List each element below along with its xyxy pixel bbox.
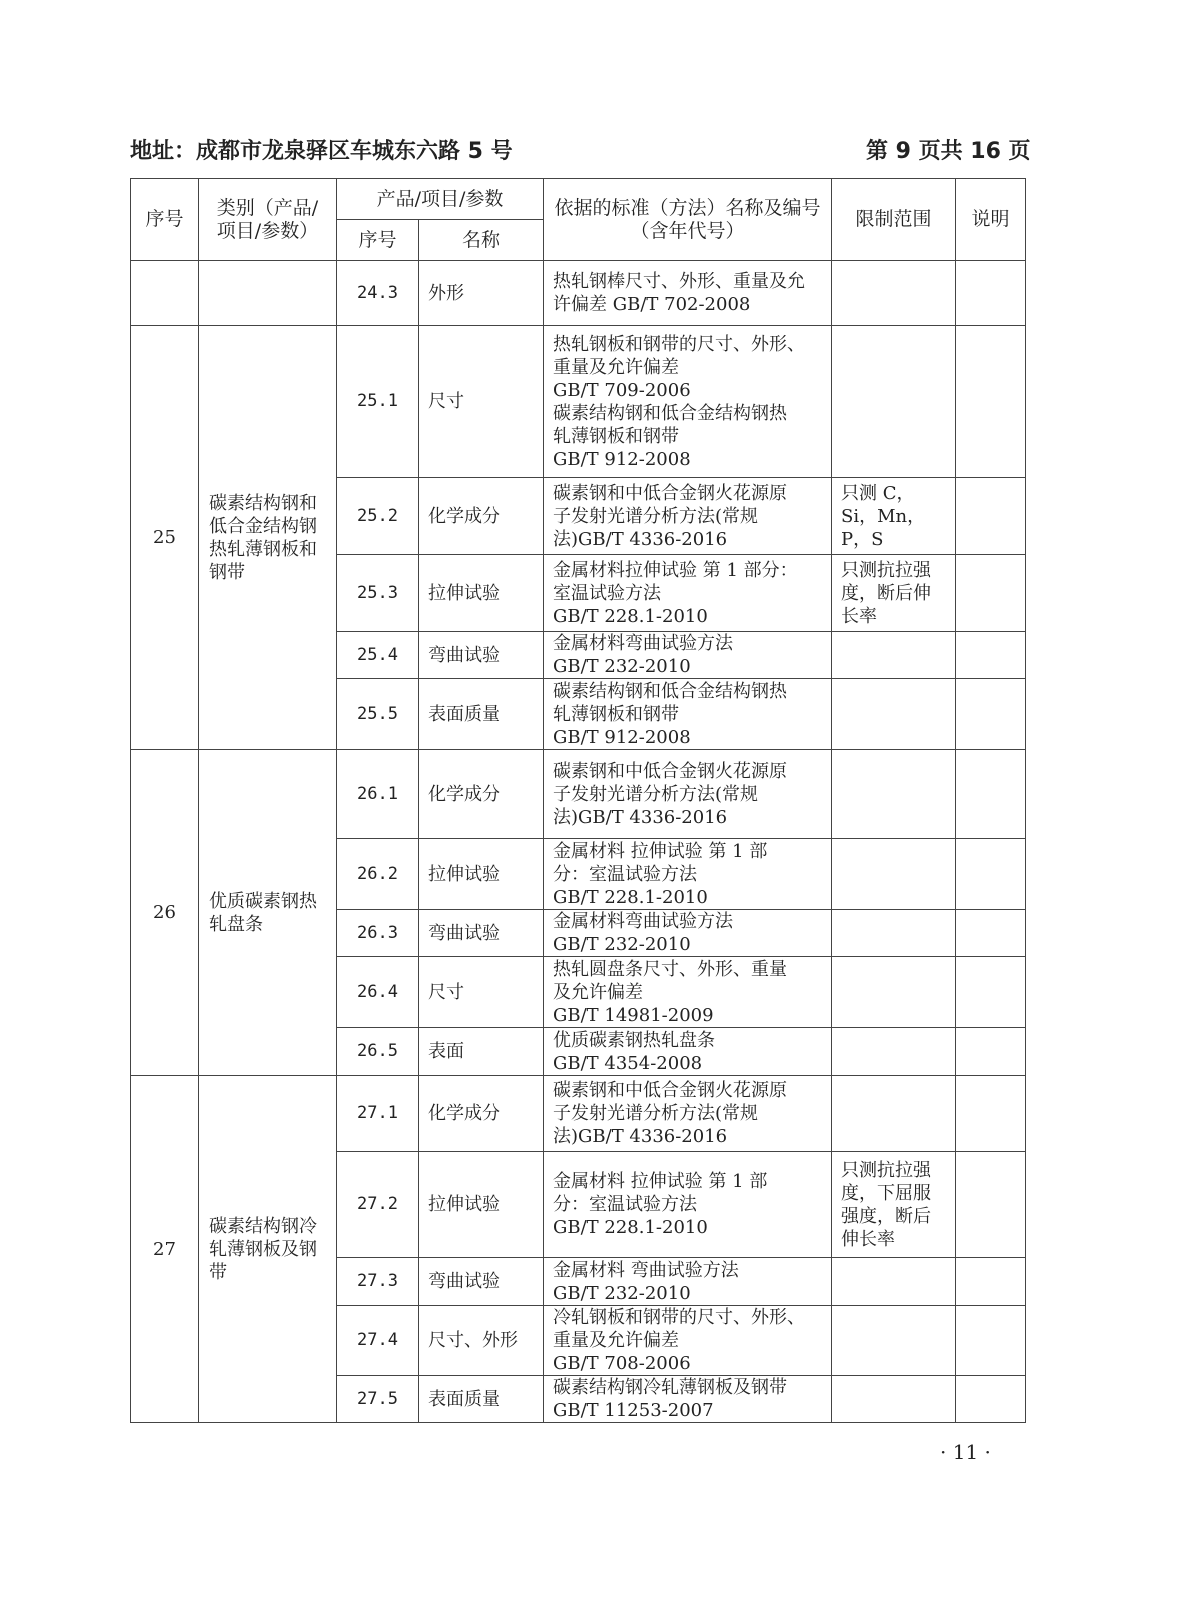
- address-header: 地址：成都市龙泉驿区车城东六路 5 号: [130, 139, 513, 164]
- cell-note: [956, 261, 1026, 326]
- cell-limit: [832, 910, 956, 957]
- cell-category: 优质碳素钢热轧盘条: [199, 750, 337, 1076]
- cell-standard: 金属材料 弯曲试验方法 GB/T 232-2010: [544, 1258, 832, 1306]
- cell-item-name: 表面质量: [419, 679, 544, 750]
- cell-note: [956, 750, 1026, 839]
- cell-item-seq: 27.1: [337, 1076, 419, 1152]
- standards-table: [130, 178, 1026, 1423]
- cell-category: 碳素结构钢冷轧薄钢板及钢带: [199, 1076, 337, 1423]
- cell-item-seq: 26.3: [337, 910, 419, 957]
- cell-item-name: 外形: [419, 261, 544, 326]
- cell-item-seq: 26.5: [337, 1028, 419, 1076]
- cell-item-name: 尺寸: [419, 326, 544, 478]
- cell-note: [956, 679, 1026, 750]
- table-row: [131, 750, 1026, 839]
- cell-item-name: 拉伸试验: [419, 555, 544, 632]
- cell-category: 碳素结构钢和低合金结构钢热轧薄钢板和钢带: [199, 326, 337, 750]
- cell-note: [956, 1258, 1026, 1306]
- cell-note: [956, 632, 1026, 679]
- cell-standard: 碳素结构钢冷轧薄钢板及钢带 GB/T 11253-2007: [544, 1376, 832, 1423]
- header-seq: 序号: [131, 179, 199, 261]
- cell-note: [956, 910, 1026, 957]
- cell-standard: 碳素钢和中低合金钢火花源原 子发射光谱分析方法(常规 法)GB/T 4336-2016: [544, 478, 832, 555]
- cell-limit: [832, 632, 956, 679]
- cell-item-name: 拉伸试验: [419, 1152, 544, 1258]
- header-category: 类别（产品/项目/参数）: [199, 179, 337, 261]
- cell-standard: 热轧圆盘条尺寸、外形、重量 及允许偏差 GB/T 14981-2009: [544, 957, 832, 1028]
- cell-category: [199, 261, 337, 326]
- cell-item-name: 尺寸: [419, 957, 544, 1028]
- cell-standard: 金属材料弯曲试验方法 GB/T 232-2010: [544, 910, 832, 957]
- cell-limit: [832, 1306, 956, 1376]
- cell-item-name: 表面: [419, 1028, 544, 1076]
- page-number: · 11 ·: [940, 1440, 991, 1464]
- cell-note: [956, 1376, 1026, 1423]
- cell-item-name: 化学成分: [419, 478, 544, 555]
- cell-item-seq: 25.4: [337, 632, 419, 679]
- cell-standard: 金属材料 拉伸试验 第 1 部 分：室温试验方法 GB/T 228.1-2010: [544, 1152, 832, 1258]
- cell-item-seq: 27.2: [337, 1152, 419, 1258]
- cell-item-seq: 25.1: [337, 326, 419, 478]
- cell-limit: 只测抗拉强度，下屈服强度，断后伸长率: [832, 1152, 956, 1258]
- cell-standard: 金属材料 拉伸试验 第 1 部 分：室温试验方法 GB/T 228.1-2010: [544, 839, 832, 910]
- cell-item-seq: 27.5: [337, 1376, 419, 1423]
- cell-note: [956, 326, 1026, 478]
- cell-note: [956, 555, 1026, 632]
- cell-standard: 优质碳素钢热轧盘条 GB/T 4354-2008: [544, 1028, 832, 1076]
- cell-seq: 25: [131, 326, 199, 750]
- page-info: 第 9 页共 16 页: [866, 139, 1031, 164]
- cell-standard: 冷轧钢板和钢带的尺寸、外形、 重量及允许偏差 GB/T 708-2006: [544, 1306, 832, 1376]
- cell-item-seq: 27.4: [337, 1306, 419, 1376]
- cell-item-name: 化学成分: [419, 750, 544, 839]
- cell-note: [956, 478, 1026, 555]
- cell-note: [956, 1152, 1026, 1258]
- cell-item-seq: 27.3: [337, 1258, 419, 1306]
- cell-item-name: 化学成分: [419, 1076, 544, 1152]
- cell-note: [956, 839, 1026, 910]
- cell-seq: 26: [131, 750, 199, 1076]
- cell-limit: [832, 1258, 956, 1306]
- cell-limit: [832, 261, 956, 326]
- cell-limit: [832, 326, 956, 478]
- cell-item-seq: 26.1: [337, 750, 419, 839]
- header-note: 说明: [956, 179, 1026, 261]
- cell-limit: [832, 750, 956, 839]
- header-item-seq: 序号: [337, 220, 419, 261]
- header-limit: 限制范围: [832, 179, 956, 261]
- header-item-name: 名称: [419, 220, 544, 261]
- table-row: [131, 261, 1026, 326]
- cell-limit: [832, 679, 956, 750]
- cell-limit: 只测抗拉强度，断后伸长率: [832, 555, 956, 632]
- table-row: [131, 1076, 1026, 1152]
- cell-item-name: 弯曲试验: [419, 910, 544, 957]
- cell-item-seq: 25.3: [337, 555, 419, 632]
- cell-limit: 只测 C，Si，Mn，P，S: [832, 478, 956, 555]
- cell-standard: 碳素钢和中低合金钢火花源原 子发射光谱分析方法(常规 法)GB/T 4336-2016: [544, 1076, 832, 1152]
- cell-standard: 碳素结构钢和低合金结构钢热 轧薄钢板和钢带 GB/T 912-2008: [544, 679, 832, 750]
- header-standard: 依据的标准（方法）名称及编号（含年代号）: [544, 179, 832, 261]
- cell-item-name: 拉伸试验: [419, 839, 544, 910]
- cell-seq: 27: [131, 1076, 199, 1423]
- cell-limit: [832, 957, 956, 1028]
- cell-limit: [832, 1376, 956, 1423]
- cell-standard: 金属材料弯曲试验方法 GB/T 232-2010: [544, 632, 832, 679]
- cell-seq: [131, 261, 199, 326]
- header-item-group: 产品/项目/参数: [337, 179, 544, 220]
- cell-limit: [832, 1028, 956, 1076]
- cell-standard: 热轧钢棒尺寸、外形、重量及允许偏差 GB/T 702-2008: [544, 261, 832, 326]
- cell-note: [956, 1028, 1026, 1076]
- cell-item-name: 尺寸、外形: [419, 1306, 544, 1376]
- cell-item-name: 弯曲试验: [419, 632, 544, 679]
- cell-note: [956, 957, 1026, 1028]
- cell-item-seq: 26.4: [337, 957, 419, 1028]
- cell-item-seq: 26.2: [337, 839, 419, 910]
- cell-item-name: 表面质量: [419, 1376, 544, 1423]
- cell-limit: [832, 1076, 956, 1152]
- table-row: [131, 326, 1026, 478]
- cell-note: [956, 1306, 1026, 1376]
- cell-standard: 热轧钢板和钢带的尺寸、外形、 重量及允许偏差 GB/T 709-2006 碳素结构钢和低合金结构钢热 轧薄钢板和钢带 GB/T 912-2008: [544, 326, 832, 478]
- cell-note: [956, 1076, 1026, 1152]
- cell-item-seq: 25.2: [337, 478, 419, 555]
- cell-limit: [832, 839, 956, 910]
- cell-standard: 金属材料拉伸试验 第 1 部分： 室温试验方法 GB/T 228.1-2010: [544, 555, 832, 632]
- cell-standard: 碳素钢和中低合金钢火花源原 子发射光谱分析方法(常规 法)GB/T 4336-2016: [544, 750, 832, 839]
- cell-item-seq: 24.3: [337, 261, 419, 326]
- cell-item-seq: 25.5: [337, 679, 419, 750]
- cell-item-name: 弯曲试验: [419, 1258, 544, 1306]
